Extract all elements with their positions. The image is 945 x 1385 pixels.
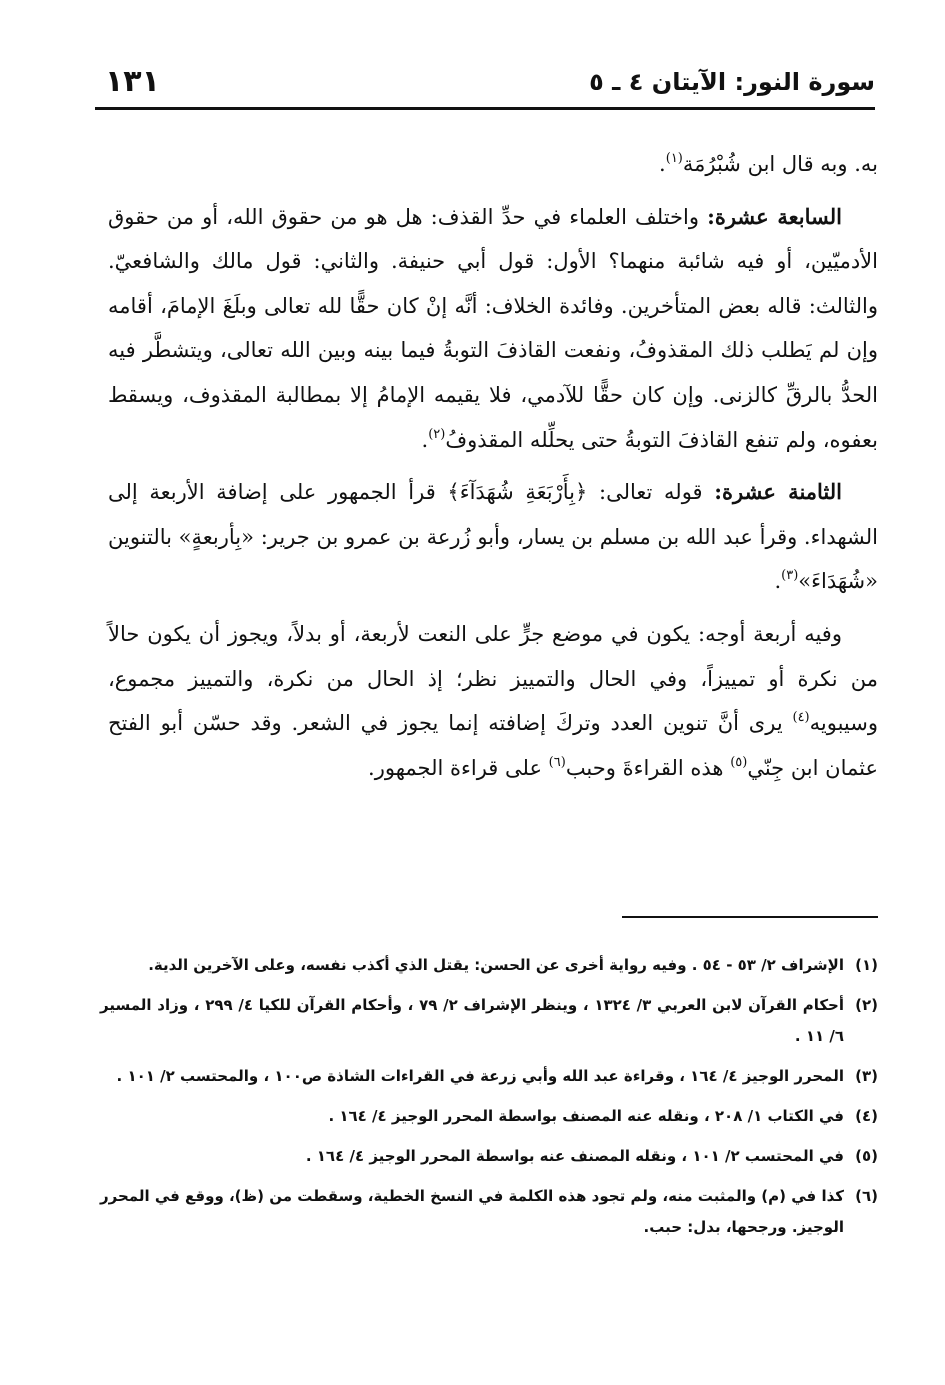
footnote-ref: (٤) (792, 710, 810, 726)
footnote-number: (٤) (855, 1107, 878, 1125)
footnote-ref: (١) (665, 151, 683, 166)
body-text (108, 142, 878, 790)
footnote-ref: (٥) (730, 754, 748, 770)
paragraph-four-aspects (108, 612, 878, 790)
footnote-number: (٦) (855, 1187, 878, 1205)
footnote-number: (٥) (855, 1147, 878, 1165)
footnote-text: المحرر الوجيز ٤/ ١٦٤ ، وقراءة عبد الله وأبي زرعة في القراءات الشاذة ص١٠٠ ، والمحتسب ٢/ ١٠١ . (116, 1067, 844, 1085)
section-lead: السابعة عشرة: (707, 203, 842, 229)
paragraph-eighteenth (108, 470, 878, 604)
paragraph-text: واختلف العلماء في حدِّ القذف: هل هو من حقوق الله، أو من حقوق الأدميّين، أو فيه شائبة منهما؟ الأول: قول أبي حنيفة. والثاني: قول مالك والشافعيّ. والثالث: قاله بعض المتأخرين. وفائدة الخلاف: أنَّه إنْ كان حقًّا لله تعالى وبلَغَ الإمامَ، أقامه وإن لم يَطلب ذلك المقذوفُ، ونفعت القاذفَ التوبةُ فيما بينه وبين الله تعالى، ويتشطَّر فيه الحدُّ بالرقِّ كالزنى. وإن كان حقًّا للآدمي، فلا يقيمه الإمامُ إلا بمطالبة المقذوف، ويسقط بعفوه، ولم تنفع القاذفَ التوبةُ حتى يحلِّله المقذوفُ (108, 204, 878, 452)
footnote-ref: (٣) (781, 568, 799, 584)
section-lead: الثامنة عشرة: (714, 479, 842, 505)
header-rule (95, 107, 875, 110)
paragraph-continuation (108, 142, 878, 187)
footnote-ref: (٦) (548, 754, 566, 770)
footnote-number: (١) (855, 956, 878, 974)
footnote (100, 1101, 878, 1132)
footnote-separator (622, 916, 878, 918)
paragraph-text: على قراءة الجمهور. (368, 755, 549, 780)
footnote-text: أحكام القرآن لابن العربي ٣/ ١٣٢٤ ، وينظر الإشراف ٢/ ٧٩ ، وأحكام القرآن للكيا ٤/ ٢٩٩ ، وزاد المسير ٦/ ١١ . (100, 996, 845, 1045)
footnote-ref: (٢) (428, 426, 446, 442)
footnote (100, 1141, 878, 1172)
footnote-text: كذا في (م) والمثبت منه، ولم تجود هذه الكلمة في النسخ الخطية، وسقطت من (ظ)، ووقع في المحرر الوجيز. ورجحها، بدل: حبب. (100, 1187, 844, 1236)
paragraph-tail: . (659, 152, 666, 176)
page-number: ١٣١ (105, 64, 160, 99)
footnotes (100, 950, 878, 1252)
paragraph-text: قوله تعالى: ﴿بِأَرْبَعَةِ شُهَدَآءَ﴾ قرأ الجمهور على إضافة الأربعة إلى الشهداء. وقرأ عبد الله بن مسلم بن يسار، وأبو زُرعة بن عمرو بن جرير: «بِأربعةٍ» بالتنوين «شُهَدَاءَ» (108, 480, 878, 594)
paragraph-text: به. وبه قال ابن شُبْرُمَة (682, 152, 878, 176)
paragraph-text: وفيه أربعة أوجه: يكون في موضع جرٍّ على النعت لأربعة، أو بدلاً، ويجوز أن يكون حالاً من نكرة أو تمييزاً، وفي الحال والتمييز نظر؛ إذ الحال من نكرة، والتمييز مجموع، وسيبويه (108, 621, 878, 736)
footnote (100, 990, 878, 1052)
paragraph-text: هذه القراءةَ وحبب (565, 755, 731, 780)
footnote (100, 1181, 878, 1243)
paragraph-tail: . (421, 427, 429, 452)
paragraph-seventeenth (108, 195, 878, 463)
paragraph-text: يرى أنَّ تنوين العدد وتركَ إضافته إنما يجوز في الشعر. وقد حسّن أبو الفتح عثمان ابن جِنّي (108, 711, 878, 780)
footnote-text: الإشراف ٢/ ٥٣ - ٥٤ . وفيه رواية أخرى عن الحسن: يقتل الذي أكذب نفسه، وعلى الآخرين الدية. (148, 956, 844, 974)
footnote (100, 1061, 878, 1092)
running-header (95, 66, 875, 110)
footnote-number: (٢) (855, 996, 878, 1014)
footnote-text: في المحتسب ٢/ ١٠١ ، ونقله المصنف عنه بواسطة المحرر الوجيز ٤/ ١٦٤ . (305, 1147, 844, 1165)
paragraph-tail: . (774, 569, 782, 594)
footnote-number: (٣) (855, 1067, 878, 1085)
footnote-text: في الكتاب ١/ ٢٠٨ ، ونقله عنه المصنف بواسطة المحرر الوجيز ٤/ ١٦٤ . (328, 1107, 844, 1125)
footnote (100, 950, 878, 981)
header-title: سورة النور: الآيتان ٤ ـ ٥ (589, 68, 875, 96)
